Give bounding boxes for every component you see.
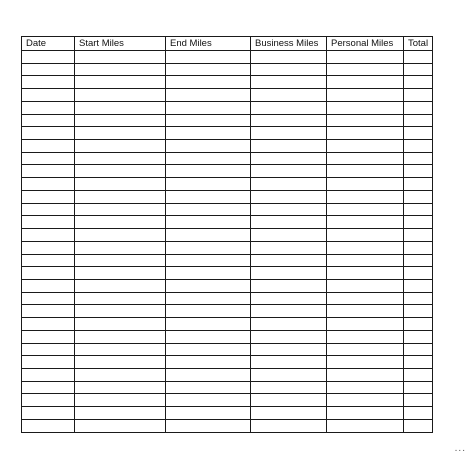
cell-business-miles[interactable] — [251, 241, 327, 254]
cell-business-miles[interactable] — [251, 216, 327, 229]
cell-date[interactable] — [22, 419, 75, 432]
cell-total[interactable] — [404, 419, 433, 432]
cell-date[interactable] — [22, 140, 75, 153]
cell-personal-miles[interactable] — [327, 279, 404, 292]
cell-end-miles[interactable] — [166, 127, 251, 140]
table-row — [22, 63, 433, 76]
cell-start-miles[interactable] — [75, 407, 166, 420]
cell-personal-miles[interactable] — [327, 63, 404, 76]
cell-date[interactable] — [22, 343, 75, 356]
cell-end-miles[interactable] — [166, 216, 251, 229]
cell-personal-miles[interactable] — [327, 330, 404, 343]
header-row — [22, 37, 433, 51]
column-header-date: Date — [22, 37, 75, 51]
cell-personal-miles[interactable] — [327, 127, 404, 140]
table-row — [22, 368, 433, 381]
cell-start-miles[interactable] — [75, 140, 166, 153]
cell-personal-miles[interactable] — [327, 254, 404, 267]
cell-personal-miles[interactable] — [327, 101, 404, 114]
cell-personal-miles[interactable] — [327, 343, 404, 356]
cell-total[interactable] — [404, 51, 433, 64]
cell-business-miles[interactable] — [251, 419, 327, 432]
mileage-log-table — [21, 36, 433, 433]
cell-business-miles[interactable] — [251, 356, 327, 369]
table-row — [22, 114, 433, 127]
cell-total[interactable] — [404, 292, 433, 305]
table-row — [22, 203, 433, 216]
table-row — [22, 216, 433, 229]
cell-personal-miles[interactable] — [327, 368, 404, 381]
table-row — [22, 229, 433, 242]
cell-business-miles[interactable] — [251, 267, 327, 280]
cell-total[interactable] — [404, 203, 433, 216]
cell-personal-miles[interactable] — [327, 216, 404, 229]
cell-start-miles[interactable] — [75, 89, 166, 102]
cell-start-miles[interactable] — [75, 241, 166, 254]
cell-total[interactable] — [404, 165, 433, 178]
cell-end-miles[interactable] — [166, 267, 251, 280]
table-row — [22, 292, 433, 305]
cell-personal-miles[interactable] — [327, 114, 404, 127]
cell-business-miles[interactable] — [251, 292, 327, 305]
cell-end-miles[interactable] — [166, 190, 251, 203]
log-body — [22, 51, 433, 433]
cell-date[interactable] — [22, 318, 75, 331]
cell-business-miles[interactable] — [251, 330, 327, 343]
cell-date[interactable] — [22, 190, 75, 203]
cell-date[interactable] — [22, 63, 75, 76]
cell-business-miles[interactable] — [251, 140, 327, 153]
cell-start-miles[interactable] — [75, 165, 166, 178]
table-row — [22, 254, 433, 267]
cell-personal-miles[interactable] — [327, 305, 404, 318]
cell-total[interactable] — [404, 318, 433, 331]
cell-start-miles[interactable] — [75, 114, 166, 127]
cell-personal-miles[interactable] — [327, 89, 404, 102]
cell-total[interactable] — [404, 216, 433, 229]
cell-start-miles[interactable] — [75, 254, 166, 267]
cell-business-miles[interactable] — [251, 76, 327, 89]
cell-total[interactable] — [404, 114, 433, 127]
cell-end-miles[interactable] — [166, 279, 251, 292]
cell-total[interactable] — [404, 267, 433, 280]
cell-start-miles[interactable] — [75, 101, 166, 114]
column-header-total: Total — [404, 37, 433, 51]
cell-date[interactable] — [22, 51, 75, 64]
cell-end-miles[interactable] — [166, 89, 251, 102]
cell-total[interactable] — [404, 305, 433, 318]
cell-end-miles[interactable] — [166, 114, 251, 127]
table-row — [22, 381, 433, 394]
table-row — [22, 279, 433, 292]
cell-business-miles[interactable] — [251, 381, 327, 394]
table-row — [22, 267, 433, 280]
cell-total[interactable] — [404, 89, 433, 102]
cell-date[interactable] — [22, 368, 75, 381]
cell-end-miles[interactable] — [166, 407, 251, 420]
cell-business-miles[interactable] — [251, 305, 327, 318]
cell-start-miles[interactable] — [75, 279, 166, 292]
cell-end-miles[interactable] — [166, 140, 251, 153]
cell-start-miles[interactable] — [75, 190, 166, 203]
cell-total[interactable] — [404, 254, 433, 267]
cell-personal-miles[interactable] — [327, 229, 404, 242]
more-indicator: ... — [454, 443, 466, 454]
table-row — [22, 343, 433, 356]
cell-start-miles[interactable] — [75, 356, 166, 369]
table-row — [22, 89, 433, 102]
cell-personal-miles[interactable] — [327, 51, 404, 64]
cell-start-miles[interactable] — [75, 292, 166, 305]
cell-end-miles[interactable] — [166, 343, 251, 356]
column-header-personal-miles: Personal Miles — [327, 37, 404, 51]
cell-total[interactable] — [404, 127, 433, 140]
cell-start-miles[interactable] — [75, 394, 166, 407]
cell-personal-miles[interactable] — [327, 178, 404, 191]
cell-end-miles[interactable] — [166, 229, 251, 242]
cell-business-miles[interactable] — [251, 101, 327, 114]
cell-total[interactable] — [404, 76, 433, 89]
cell-business-miles[interactable] — [251, 114, 327, 127]
cell-business-miles[interactable] — [251, 190, 327, 203]
cell-date[interactable] — [22, 229, 75, 242]
cell-date[interactable] — [22, 407, 75, 420]
cell-end-miles[interactable] — [166, 178, 251, 191]
cell-total[interactable] — [404, 330, 433, 343]
cell-total[interactable] — [404, 152, 433, 165]
cell-total[interactable] — [404, 279, 433, 292]
cell-date[interactable] — [22, 165, 75, 178]
table-row — [22, 241, 433, 254]
cell-end-miles[interactable] — [166, 305, 251, 318]
cell-start-miles[interactable] — [75, 330, 166, 343]
cell-end-miles[interactable] — [166, 152, 251, 165]
cell-start-miles[interactable] — [75, 267, 166, 280]
table-row — [22, 419, 433, 432]
cell-personal-miles[interactable] — [327, 203, 404, 216]
cell-personal-miles[interactable] — [327, 140, 404, 153]
cell-end-miles[interactable] — [166, 165, 251, 178]
cell-total[interactable] — [404, 241, 433, 254]
cell-date[interactable] — [22, 178, 75, 191]
table-row — [22, 356, 433, 369]
cell-start-miles[interactable] — [75, 381, 166, 394]
table-row — [22, 190, 433, 203]
table-row — [22, 394, 433, 407]
column-header-end-miles: End Miles — [166, 37, 251, 51]
cell-date[interactable] — [22, 76, 75, 89]
cell-start-miles[interactable] — [75, 178, 166, 191]
cell-total[interactable] — [404, 356, 433, 369]
cell-date[interactable] — [22, 394, 75, 407]
cell-end-miles[interactable] — [166, 381, 251, 394]
cell-business-miles[interactable] — [251, 51, 327, 64]
cell-end-miles[interactable] — [166, 368, 251, 381]
column-header-business-miles: Business Miles — [251, 37, 327, 51]
cell-personal-miles[interactable] — [327, 407, 404, 420]
cell-end-miles[interactable] — [166, 63, 251, 76]
cell-business-miles[interactable] — [251, 89, 327, 102]
cell-end-miles[interactable] — [166, 356, 251, 369]
cell-date[interactable] — [22, 279, 75, 292]
cell-end-miles[interactable] — [166, 203, 251, 216]
table-row — [22, 140, 433, 153]
cell-business-miles[interactable] — [251, 63, 327, 76]
cell-date[interactable] — [22, 89, 75, 102]
cell-total[interactable] — [404, 368, 433, 381]
cell-business-miles[interactable] — [251, 394, 327, 407]
cell-business-miles[interactable] — [251, 368, 327, 381]
cell-business-miles[interactable] — [251, 318, 327, 331]
column-header-start-miles: Start Miles — [75, 37, 166, 51]
cell-total[interactable] — [404, 178, 433, 191]
cell-start-miles[interactable] — [75, 305, 166, 318]
cell-start-miles[interactable] — [75, 368, 166, 381]
cell-start-miles[interactable] — [75, 127, 166, 140]
cell-end-miles[interactable] — [166, 330, 251, 343]
cell-end-miles[interactable] — [166, 76, 251, 89]
mileage-log-sheet — [21, 36, 432, 433]
cell-end-miles[interactable] — [166, 254, 251, 267]
cell-date[interactable] — [22, 241, 75, 254]
cell-date[interactable] — [22, 305, 75, 318]
cell-personal-miles[interactable] — [327, 267, 404, 280]
cell-total[interactable] — [404, 63, 433, 76]
cell-date[interactable] — [22, 267, 75, 280]
cell-personal-miles[interactable] — [327, 381, 404, 394]
cell-personal-miles[interactable] — [327, 356, 404, 369]
table-row — [22, 152, 433, 165]
cell-end-miles[interactable] — [166, 51, 251, 64]
cell-personal-miles[interactable] — [327, 394, 404, 407]
table-row — [22, 51, 433, 64]
cell-business-miles[interactable] — [251, 407, 327, 420]
cell-start-miles[interactable] — [75, 318, 166, 331]
cell-end-miles[interactable] — [166, 101, 251, 114]
cell-start-miles[interactable] — [75, 229, 166, 242]
table-row — [22, 318, 433, 331]
cell-business-miles[interactable] — [251, 279, 327, 292]
cell-start-miles[interactable] — [75, 216, 166, 229]
cell-date[interactable] — [22, 203, 75, 216]
table-row — [22, 165, 433, 178]
cell-personal-miles[interactable] — [327, 292, 404, 305]
table-row — [22, 330, 433, 343]
cell-date[interactable] — [22, 254, 75, 267]
cell-date[interactable] — [22, 114, 75, 127]
cell-business-miles[interactable] — [251, 178, 327, 191]
cell-personal-miles[interactable] — [327, 419, 404, 432]
table-row — [22, 101, 433, 114]
cell-end-miles[interactable] — [166, 241, 251, 254]
cell-business-miles[interactable] — [251, 203, 327, 216]
cell-personal-miles[interactable] — [327, 190, 404, 203]
cell-start-miles[interactable] — [75, 419, 166, 432]
cell-personal-miles[interactable] — [327, 241, 404, 254]
cell-start-miles[interactable] — [75, 203, 166, 216]
cell-total[interactable] — [404, 229, 433, 242]
cell-business-miles[interactable] — [251, 254, 327, 267]
cell-total[interactable] — [404, 190, 433, 203]
cell-end-miles[interactable] — [166, 292, 251, 305]
cell-total[interactable] — [404, 343, 433, 356]
cell-total[interactable] — [404, 140, 433, 153]
cell-start-miles[interactable] — [75, 63, 166, 76]
cell-personal-miles[interactable] — [327, 165, 404, 178]
cell-date[interactable] — [22, 216, 75, 229]
cell-end-miles[interactable] — [166, 419, 251, 432]
cell-start-miles[interactable] — [75, 152, 166, 165]
cell-start-miles[interactable] — [75, 343, 166, 356]
cell-total[interactable] — [404, 101, 433, 114]
table-row — [22, 407, 433, 420]
cell-date[interactable] — [22, 356, 75, 369]
cell-business-miles[interactable] — [251, 229, 327, 242]
cell-end-miles[interactable] — [166, 394, 251, 407]
cell-date[interactable] — [22, 292, 75, 305]
table-row — [22, 305, 433, 318]
cell-personal-miles[interactable] — [327, 152, 404, 165]
cell-start-miles[interactable] — [75, 76, 166, 89]
cell-start-miles[interactable] — [75, 51, 166, 64]
cell-date[interactable] — [22, 127, 75, 140]
cell-personal-miles[interactable] — [327, 318, 404, 331]
cell-business-miles[interactable] — [251, 343, 327, 356]
cell-end-miles[interactable] — [166, 318, 251, 331]
cell-personal-miles[interactable] — [327, 76, 404, 89]
cell-date[interactable] — [22, 330, 75, 343]
table-row — [22, 127, 433, 140]
cell-date[interactable] — [22, 381, 75, 394]
cell-date[interactable] — [22, 152, 75, 165]
cell-business-miles[interactable] — [251, 127, 327, 140]
cell-total[interactable] — [404, 394, 433, 407]
cell-date[interactable] — [22, 101, 75, 114]
cell-total[interactable] — [404, 407, 433, 420]
cell-business-miles[interactable] — [251, 165, 327, 178]
cell-total[interactable] — [404, 381, 433, 394]
table-row — [22, 178, 433, 191]
table-row — [22, 76, 433, 89]
cell-business-miles[interactable] — [251, 152, 327, 165]
